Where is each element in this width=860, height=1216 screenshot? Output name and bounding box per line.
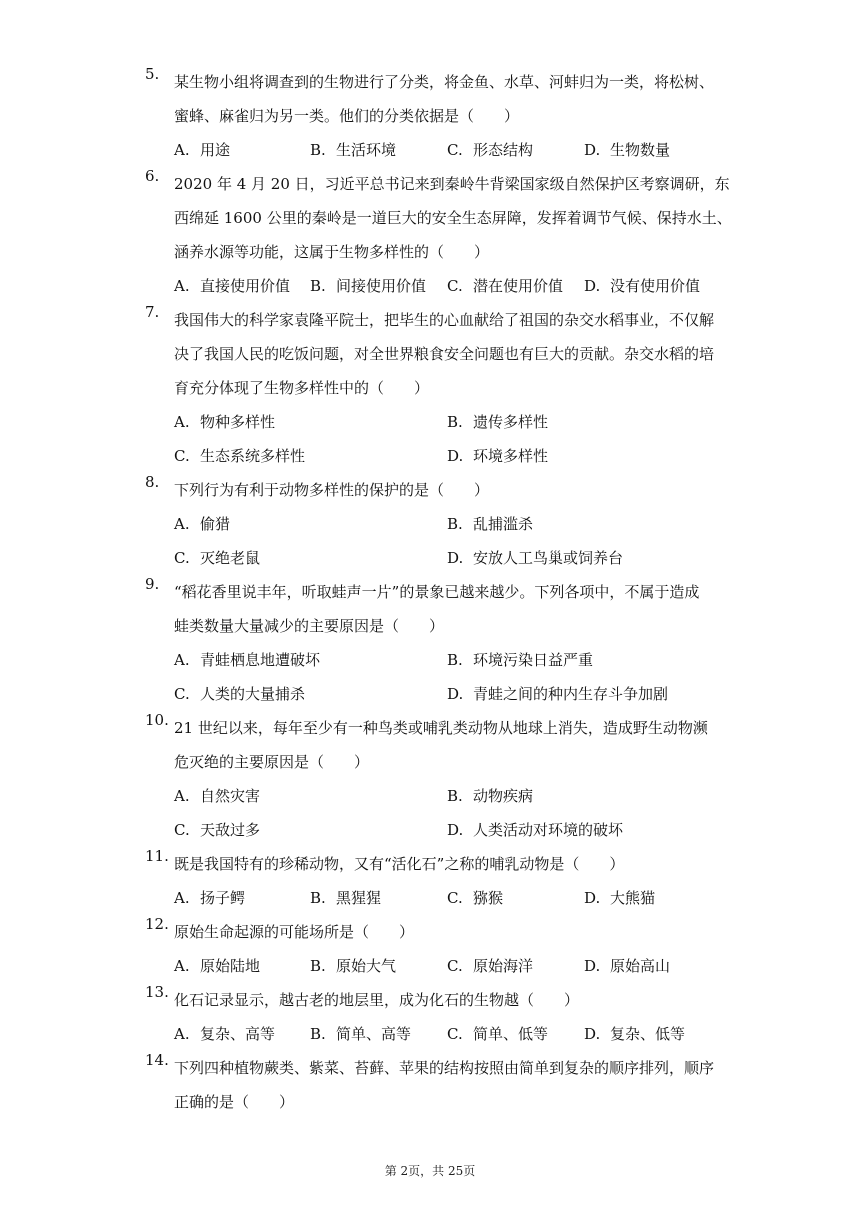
option-letter: A. xyxy=(174,651,190,669)
option-text: 安放人工鸟巢或饲养台 xyxy=(473,549,624,567)
option-c xyxy=(174,541,260,575)
question-stem xyxy=(174,303,725,473)
options-row xyxy=(174,269,725,303)
option-a xyxy=(174,949,260,983)
question-stem xyxy=(174,1051,725,1119)
question-8 xyxy=(145,473,725,575)
option-d xyxy=(584,133,670,167)
option-letter: D. xyxy=(447,549,464,567)
option-d xyxy=(447,439,548,473)
question-text-line: 决了我国人民的吃饭问题，对全世界粮食安全问题也有巨大的贡献。杂交水稻的培 xyxy=(174,345,715,363)
option-a xyxy=(174,507,230,541)
option-d xyxy=(584,881,655,915)
question-text-line: 我国伟大的科学家袁隆平院士，把毕生的心血献给了祖国的杂交水稻事业，不仅解 xyxy=(174,311,715,329)
question-number: 10. xyxy=(145,711,169,729)
question-stem xyxy=(174,65,725,167)
options-row xyxy=(174,677,725,711)
option-letter: C. xyxy=(447,889,463,907)
option-text: 复杂、高等 xyxy=(200,1025,276,1043)
option-letter: B. xyxy=(310,141,326,159)
option-letter: A. xyxy=(174,141,190,159)
question-text-line: 涵养水源等功能，这属于生物多样性的（ ） xyxy=(174,243,490,261)
option-text: 间接使用价值 xyxy=(336,277,427,295)
option-letter: D. xyxy=(584,277,601,295)
option-b xyxy=(310,881,381,915)
option-c xyxy=(447,269,563,303)
question-number: 12. xyxy=(145,915,169,933)
options-row xyxy=(174,405,725,439)
option-letter: D. xyxy=(584,1025,601,1043)
option-b xyxy=(447,507,533,541)
question-stem xyxy=(174,915,725,983)
question-text-line: 原始生命起源的可能场所是（ ） xyxy=(174,923,415,941)
options-row xyxy=(174,813,725,847)
option-b xyxy=(447,643,593,677)
option-text: 生物数量 xyxy=(610,141,671,159)
question-6 xyxy=(145,167,732,303)
option-letter: C. xyxy=(447,957,463,975)
options-row xyxy=(174,949,725,983)
question-13 xyxy=(145,983,725,1051)
option-letter: B. xyxy=(310,957,326,975)
options-row xyxy=(174,779,725,813)
option-text: 遗传多样性 xyxy=(473,413,549,431)
option-text: 自然灾害 xyxy=(200,787,261,805)
option-text: 乱捕滥杀 xyxy=(473,515,534,533)
option-letter: D. xyxy=(584,889,601,907)
option-letter: B. xyxy=(447,413,463,431)
question-number: 5. xyxy=(145,65,160,83)
option-d xyxy=(584,269,700,303)
question-text-line: 下列行为有利于动物多样性的保护的是（ ） xyxy=(174,481,490,499)
question-11 xyxy=(145,847,725,915)
option-letter: D. xyxy=(584,957,601,975)
question-number: 8. xyxy=(145,473,160,491)
option-d xyxy=(447,677,668,711)
option-text: 形态结构 xyxy=(473,141,534,159)
option-text: 扬子鳄 xyxy=(200,889,246,907)
option-letter: B. xyxy=(310,277,326,295)
options-row xyxy=(174,133,725,167)
question-text-line: 下列四种植物蕨类、紫菜、苔藓、苹果的结构按照由简单到复杂的顺序排列，顺序 xyxy=(174,1059,715,1077)
page-footer: 第 2页，共 25页 xyxy=(384,1164,476,1178)
option-letter: C. xyxy=(447,277,463,295)
option-text: 简单、高等 xyxy=(336,1025,412,1043)
options-row xyxy=(174,541,725,575)
option-letter: A. xyxy=(174,1025,190,1043)
option-b xyxy=(447,405,548,439)
option-a xyxy=(174,269,290,303)
option-c xyxy=(447,881,503,915)
question-12 xyxy=(145,915,725,983)
question-7 xyxy=(145,303,725,473)
question-14 xyxy=(145,1051,725,1119)
options-row xyxy=(174,643,725,677)
option-text: 环境污染日益严重 xyxy=(473,651,594,669)
option-text: 青蛙之间的种内生存斗争加剧 xyxy=(473,685,669,703)
option-text: 猕猴 xyxy=(473,889,504,907)
option-b xyxy=(310,1017,411,1051)
option-c xyxy=(174,813,260,847)
question-stem xyxy=(174,983,725,1051)
option-d xyxy=(584,949,670,983)
question-text-line: 既是我国特有的珍稀动物，又有“活化石”之称的哺乳动物是（ ） xyxy=(174,855,625,873)
option-text: 原始海洋 xyxy=(473,957,534,975)
question-text-line: 危灭绝的主要原因是（ ） xyxy=(174,753,370,771)
option-text: 灭绝老鼠 xyxy=(200,549,261,567)
question-text-line: 某生物小组将调查到的生物进行了分类，将金鱼、水草、河蚌归为一类，将松树、 xyxy=(174,73,715,91)
option-text: 物种多样性 xyxy=(200,413,276,431)
question-5 xyxy=(145,65,725,167)
question-stem xyxy=(174,167,732,303)
question-text-line: 蛙类数量大量减少的主要原因是（ ） xyxy=(174,617,445,635)
option-text: 人类的大量捕杀 xyxy=(200,685,306,703)
option-text: 原始高山 xyxy=(610,957,671,975)
option-text: 原始大气 xyxy=(336,957,397,975)
option-letter: C. xyxy=(174,821,190,839)
question-text-line: 化石记录显示，越古老的地层里，成为化石的生物越（ ） xyxy=(174,991,580,1009)
option-a xyxy=(174,881,245,915)
option-text: 黑猩猩 xyxy=(336,889,382,907)
option-letter: B. xyxy=(310,1025,326,1043)
option-a xyxy=(174,643,320,677)
option-b xyxy=(310,133,396,167)
question-text-line: 正确的是（ ） xyxy=(174,1093,295,1111)
options-row xyxy=(174,507,725,541)
question-number: 14. xyxy=(145,1051,169,1069)
question-stem xyxy=(174,711,725,847)
option-text: 复杂、低等 xyxy=(610,1025,686,1043)
options-row xyxy=(174,1017,725,1051)
option-c xyxy=(174,677,305,711)
option-text: 生态系统多样性 xyxy=(200,447,306,465)
option-letter: C. xyxy=(174,447,190,465)
option-letter: C. xyxy=(174,685,190,703)
question-text-line: 西绵延 1600 公里的秦岭是一道巨大的安全生态屏障，发挥着调节气候、保持水土、 xyxy=(174,209,732,227)
option-d xyxy=(447,813,623,847)
option-b xyxy=(310,269,426,303)
option-text: 原始陆地 xyxy=(200,957,261,975)
option-text: 天敌过多 xyxy=(200,821,261,839)
option-letter: A. xyxy=(174,957,190,975)
option-letter: B. xyxy=(447,787,463,805)
question-stem xyxy=(174,847,725,915)
option-letter: B. xyxy=(310,889,326,907)
option-letter: A. xyxy=(174,889,190,907)
option-a xyxy=(174,779,260,813)
option-letter: C. xyxy=(447,141,463,159)
option-letter: A. xyxy=(174,515,190,533)
question-9 xyxy=(145,575,725,711)
question-10 xyxy=(145,711,725,847)
option-c xyxy=(447,133,533,167)
question-text-line: 2020 年 4 月 20 日，习近平总书记来到秦岭牛背梁国家级自然保护区考察调研，东 xyxy=(174,175,730,193)
option-letter: A. xyxy=(174,277,190,295)
option-a xyxy=(174,133,230,167)
option-a xyxy=(174,1017,275,1051)
option-a xyxy=(174,405,275,439)
options-row xyxy=(174,881,725,915)
option-letter: B. xyxy=(447,515,463,533)
question-text-line: 育充分体现了生物多样性中的（ ） xyxy=(174,379,430,397)
option-text: 环境多样性 xyxy=(473,447,549,465)
question-number: 6. xyxy=(145,167,160,185)
question-text-line: 21 世纪以来，每年至少有一种鸟类或哺乳类动物从地球上消失，造成野生动物濒 xyxy=(174,719,708,737)
question-number: 7. xyxy=(145,303,160,321)
option-text: 动物疾病 xyxy=(473,787,534,805)
question-stem xyxy=(174,575,725,711)
option-letter: C. xyxy=(447,1025,463,1043)
option-letter: D. xyxy=(584,141,601,159)
option-text: 偷猎 xyxy=(200,515,231,533)
option-text: 大熊猫 xyxy=(610,889,656,907)
option-c xyxy=(447,1017,548,1051)
option-text: 简单、低等 xyxy=(473,1025,549,1043)
option-letter: C. xyxy=(174,549,190,567)
options-row xyxy=(174,439,725,473)
option-text: 没有使用价值 xyxy=(610,277,701,295)
option-text: 青蛙栖息地遭破坏 xyxy=(200,651,321,669)
option-text: 潜在使用价值 xyxy=(473,277,564,295)
question-text-line: “稻花香里说丰年，听取蛙声一片”的景象已越来越少。下列各项中，不属于造成 xyxy=(174,583,700,601)
option-letter: A. xyxy=(174,787,190,805)
question-text-line: 蜜蜂、麻雀归为另一类。他们的分类依据是（ ） xyxy=(174,107,520,125)
option-d xyxy=(447,541,623,575)
option-text: 直接使用价值 xyxy=(200,277,291,295)
option-text: 生活环境 xyxy=(336,141,397,159)
option-letter: D. xyxy=(447,685,464,703)
option-b xyxy=(310,949,396,983)
option-letter: B. xyxy=(447,651,463,669)
question-number: 9. xyxy=(145,575,160,593)
option-text: 用途 xyxy=(200,141,231,159)
question-stem xyxy=(174,473,725,575)
question-number: 11. xyxy=(145,847,169,865)
option-b xyxy=(447,779,533,813)
option-letter: A. xyxy=(174,413,190,431)
option-c xyxy=(447,949,533,983)
question-number: 13. xyxy=(145,983,169,1001)
option-d xyxy=(584,1017,685,1051)
option-letter: D. xyxy=(447,821,464,839)
option-text: 人类活动对环境的破坏 xyxy=(473,821,624,839)
option-c xyxy=(174,439,305,473)
option-letter: D. xyxy=(447,447,464,465)
